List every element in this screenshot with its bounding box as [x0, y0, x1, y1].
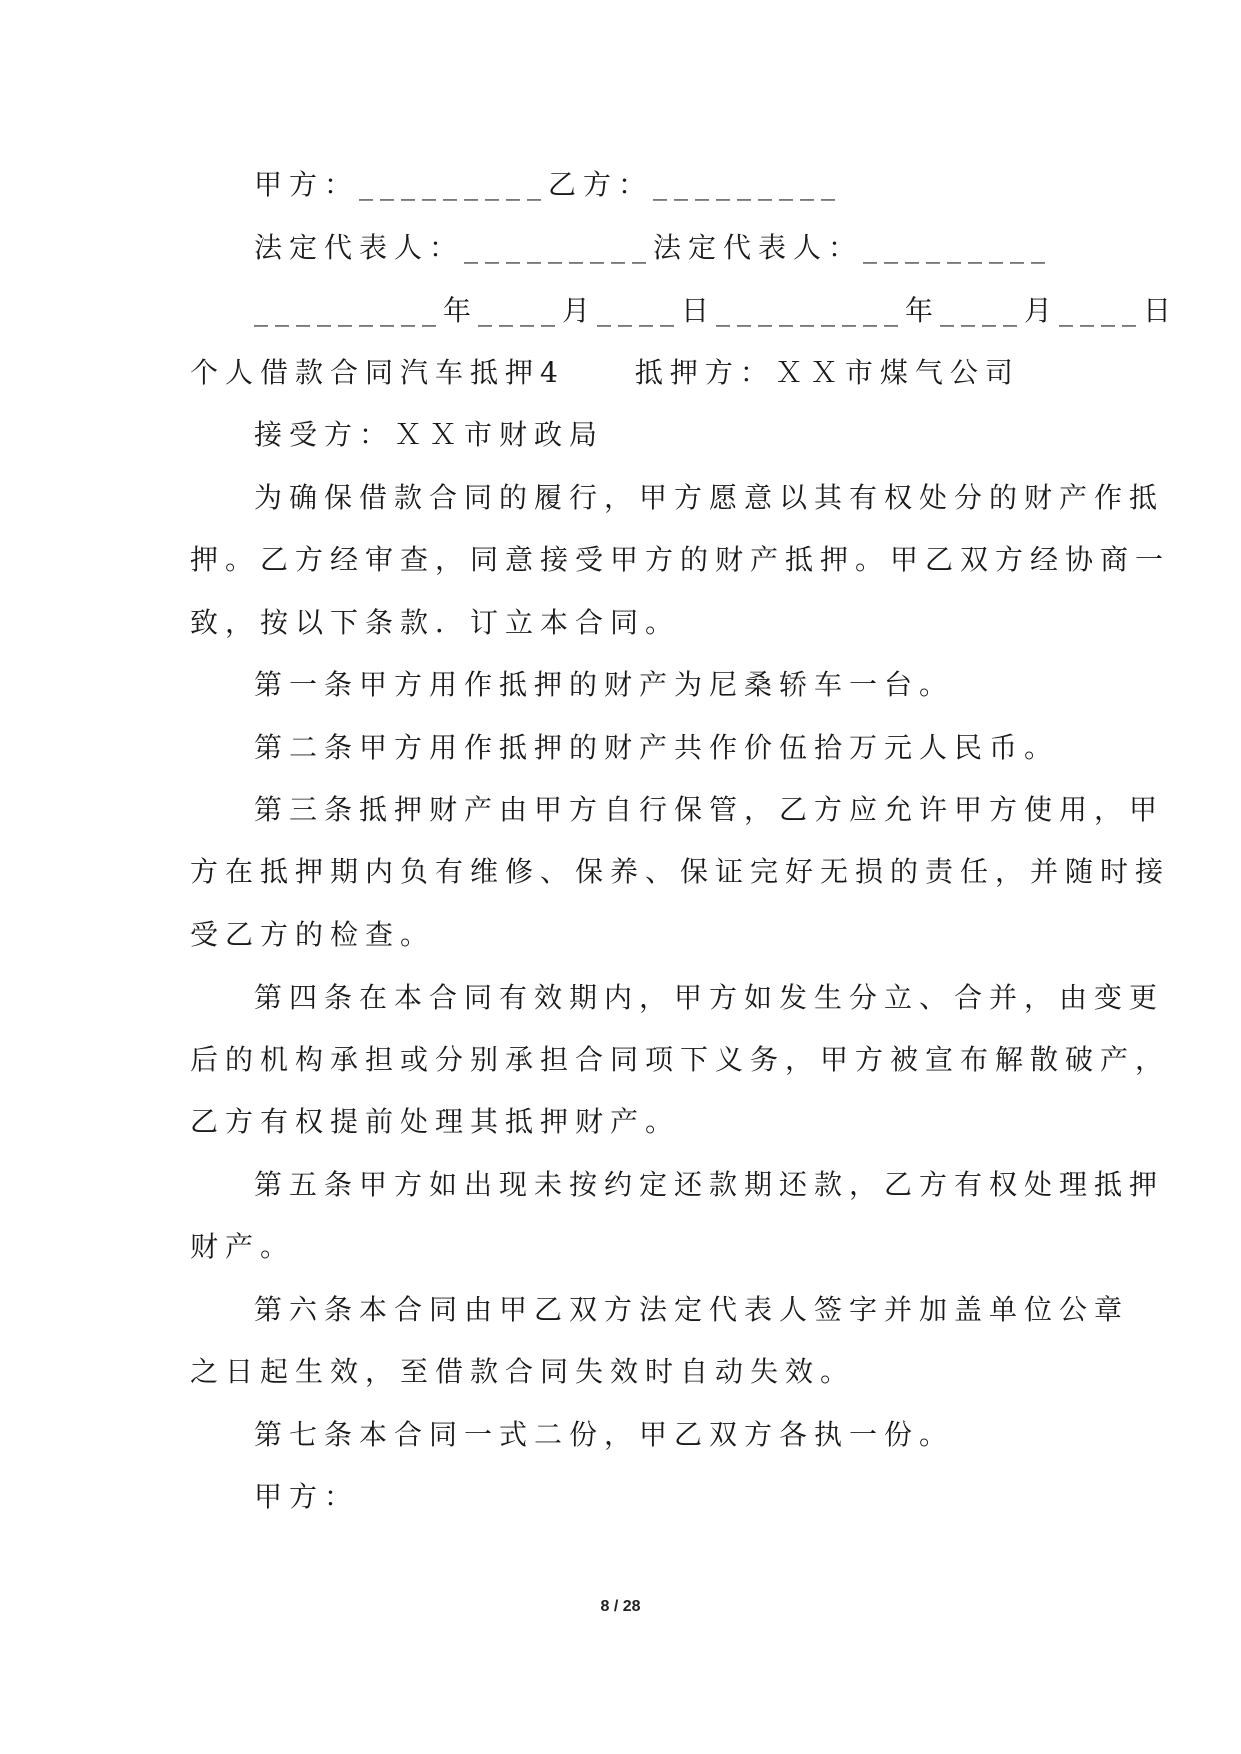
mortgagee-line: 接受方：ＸＸ市财政局 [254, 418, 605, 451]
article-7: 第七条本合同一式二份，甲乙双方各执一份。 [254, 1418, 955, 1451]
paragraph-line: 致，按以下条款．订立本合同。 [190, 606, 681, 639]
article-5: 第五条甲方如出现未按约定还款期还款，乙方有权处理抵押 [254, 1168, 1165, 1201]
article-2: 第二条甲方用作抵押的财产共作价伍拾万元人民币。 [254, 731, 1060, 764]
article-4-cont: 后的机构承担或分别承担合同项下义务，甲方被宣布解散破产， [190, 1043, 1171, 1076]
paragraph-line: 为确保借款合同的履行，甲方愿意以其有权处分的财产作抵 [254, 481, 1165, 514]
section-title-line [190, 353, 1020, 393]
section-title: 个人借款合同汽车抵押4 [190, 356, 565, 389]
article-3: 第三条抵押财产由甲方自行保管，乙方应允许甲方使用，甲 [254, 793, 1165, 826]
party-a-signature: 甲方： [254, 1480, 360, 1513]
signature-representative-line: 法定代表人：_________法定代表人：_________ [254, 231, 1053, 264]
article-1: 第一条甲方用作抵押的财产为尼桑轿车一台。 [254, 668, 955, 701]
article-3-cont: 受乙方的检查。 [190, 918, 436, 951]
article-4-cont: 乙方有权提前处理其抵押财产。 [190, 1105, 681, 1138]
article-5-cont: 财产。 [190, 1230, 296, 1263]
signature-date-line: _________年____月____日_________年____月____日 [254, 294, 1179, 327]
article-3-cont: 方在抵押期内负有维修、保养、保证完好无损的责任，并随时接 [190, 855, 1171, 888]
article-6: 第六条本合同由甲乙双方法定代表人签字并加盖单位公章 [254, 1293, 1130, 1326]
mortgagor-text: 抵押方：ＸＸ市煤气公司 [634, 356, 1020, 389]
article-6-cont: 之日起生效，至借款合同失效时自动失效。 [190, 1355, 856, 1388]
signature-party-line: 甲方：_________乙方：_________ [254, 168, 843, 201]
page-number: 8 / 28 [600, 1598, 641, 1615]
article-4: 第四条在本合同有效期内，甲方如发生分立、合并，由变更 [254, 981, 1165, 1014]
paragraph-line: 押。乙方经审查，同意接受甲方的财产抵押。甲乙双方经协商一 [190, 543, 1171, 576]
